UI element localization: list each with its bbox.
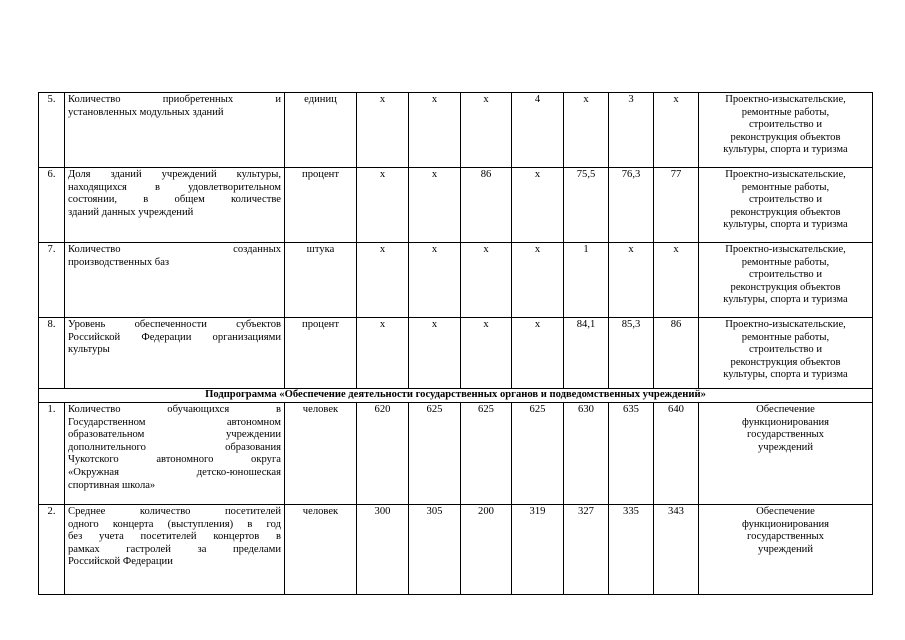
- cell-line: строительство и: [748, 119, 823, 131]
- cell-line: культуры, спорта и туризма: [723, 144, 848, 156]
- value-cell: 625: [512, 403, 564, 505]
- row-number: 7.: [39, 243, 65, 318]
- cell-line: Проектно-изыскательские,: [725, 169, 846, 180]
- value-cell: 75,5: [564, 168, 609, 243]
- row-number: 8.: [39, 318, 65, 389]
- indicator-name: [65, 318, 285, 389]
- value-cell: х: [409, 168, 461, 243]
- value-cell: х: [357, 93, 409, 168]
- value-cell: 85,3: [609, 318, 654, 389]
- purpose-cell: [699, 318, 873, 389]
- value-cell: х: [357, 243, 409, 318]
- indicator-name: [65, 505, 285, 595]
- value-cell: 630: [564, 403, 609, 505]
- value-cell: х: [357, 168, 409, 243]
- cell-line: производственных баз: [68, 256, 170, 268]
- cell-line: установленных модульных зданий: [68, 106, 224, 118]
- cell-line: строительство и: [748, 194, 823, 206]
- cell-line: Количество обучающихся в: [68, 404, 281, 415]
- value-cell: 76,3: [609, 168, 654, 243]
- cell-line: реконструкция объектов: [730, 206, 841, 218]
- value-cell: х: [461, 243, 512, 318]
- value-cell: х: [409, 93, 461, 168]
- cell-line: Обеспечение: [756, 404, 815, 415]
- value-cell: х: [357, 318, 409, 389]
- value-cell: х: [654, 93, 699, 168]
- value-cell: 1: [564, 243, 609, 318]
- value-cell: 640: [654, 403, 699, 505]
- cell-line: культуры, спорта и туризма: [723, 294, 848, 306]
- cell-line: Государственном автономном: [68, 416, 281, 428]
- cell-line: Доля зданий учреждений культуры,: [68, 169, 281, 180]
- cell-line: Проектно-изыскательские,: [725, 244, 846, 255]
- value-cell: х: [512, 318, 564, 389]
- indicators-table: [38, 92, 873, 595]
- cell-line: спортивная школа»: [68, 479, 156, 491]
- cell-line: Количество приобретенных и: [68, 94, 281, 105]
- value-cell: 77: [654, 168, 699, 243]
- value-cell: х: [409, 243, 461, 318]
- value-cell: х: [461, 318, 512, 389]
- value-cell: 635: [609, 403, 654, 505]
- cell-line: рамках гастролей за пределами: [68, 543, 281, 555]
- cell-line: Проектно-изыскательские,: [725, 319, 846, 330]
- value-cell: 319: [512, 505, 564, 595]
- table-row: [39, 403, 873, 505]
- value-cell: 305: [409, 505, 461, 595]
- table-row: [39, 243, 873, 318]
- value-cell: х: [564, 93, 609, 168]
- cell-line: функционирования: [741, 416, 830, 428]
- subprogram-title: Подпрограмма «Обеспечение деятельности государственных органов и подведомственных учреждений»: [39, 389, 873, 403]
- value-cell: 4: [512, 93, 564, 168]
- value-cell: х: [461, 93, 512, 168]
- cell-line: одного концерта (выступления) в год: [68, 518, 281, 530]
- cell-line: Российской Федерации: [68, 556, 173, 568]
- cell-line: дополнительного образования: [68, 441, 281, 453]
- value-cell: х: [609, 243, 654, 318]
- cell-line: зданий данных учреждений: [68, 206, 194, 218]
- cell-line: государственных: [747, 531, 824, 543]
- purpose-cell: [699, 93, 873, 168]
- cell-line: ремонтные работы,: [741, 181, 830, 193]
- value-cell: х: [654, 243, 699, 318]
- cell-line: находящихся в удовлетворительном: [68, 181, 281, 193]
- cell-line: учреждений: [757, 441, 814, 453]
- value-cell: 86: [654, 318, 699, 389]
- value-cell: х: [512, 168, 564, 243]
- unit-cell: процент: [285, 318, 357, 389]
- indicator-name: [65, 93, 285, 168]
- purpose-cell: [699, 403, 873, 505]
- cell-line: ремонтные работы,: [741, 106, 830, 118]
- value-cell: 620: [357, 403, 409, 505]
- value-cell: 327: [564, 505, 609, 595]
- cell-line: культуры, спорта и туризма: [723, 219, 848, 231]
- row-number: 1.: [39, 403, 65, 505]
- value-cell: 625: [461, 403, 512, 505]
- value-cell: 300: [357, 505, 409, 595]
- cell-line: Количество созданных: [68, 244, 281, 255]
- cell-line: Среднее количество посетителей: [68, 506, 281, 517]
- cell-line: реконструкция объектов: [730, 131, 841, 143]
- value-cell: 335: [609, 505, 654, 595]
- cell-line: без учета посетителей концертов в: [68, 531, 281, 543]
- purpose-cell: [699, 505, 873, 595]
- value-cell: 84,1: [564, 318, 609, 389]
- cell-line: ремонтные работы,: [741, 256, 830, 268]
- value-cell: 343: [654, 505, 699, 595]
- cell-line: Чукотского автономного округа: [68, 454, 281, 466]
- table-row: [39, 318, 873, 389]
- unit-cell: человек: [285, 403, 357, 505]
- unit-cell: процент: [285, 168, 357, 243]
- cell-line: культуры, спорта и туризма: [723, 369, 848, 381]
- indicator-name: [65, 403, 285, 505]
- value-cell: 200: [461, 505, 512, 595]
- table-row: [39, 505, 873, 595]
- cell-line: Обеспечение: [756, 506, 815, 517]
- table-row: [39, 93, 873, 168]
- indicator-name: [65, 243, 285, 318]
- value-cell: 3: [609, 93, 654, 168]
- cell-line: культуры: [68, 344, 110, 356]
- value-cell: 625: [409, 403, 461, 505]
- subprogram-row: [39, 389, 873, 403]
- cell-line: государственных: [747, 429, 824, 441]
- cell-line: реконструкция объектов: [730, 281, 841, 293]
- row-number: 6.: [39, 168, 65, 243]
- value-cell: 86: [461, 168, 512, 243]
- value-cell: х: [512, 243, 564, 318]
- cell-line: строительство и: [748, 269, 823, 281]
- cell-line: Российской Федерации организациями: [68, 331, 281, 343]
- purpose-cell: [699, 168, 873, 243]
- value-cell: х: [409, 318, 461, 389]
- unit-cell: штука: [285, 243, 357, 318]
- unit-cell: единиц: [285, 93, 357, 168]
- cell-line: реконструкция объектов: [730, 356, 841, 368]
- cell-line: состоянии, в общем количестве: [68, 194, 281, 206]
- indicator-name: [65, 168, 285, 243]
- row-number: 2.: [39, 505, 65, 595]
- purpose-cell: [699, 243, 873, 318]
- unit-cell: человек: [285, 505, 357, 595]
- cell-line: учреждений: [757, 543, 814, 555]
- cell-line: строительство и: [748, 344, 823, 356]
- row-number: 5.: [39, 93, 65, 168]
- table-row: [39, 168, 873, 243]
- cell-line: Уровень обеспеченности субъектов: [68, 319, 281, 330]
- cell-line: функционирования: [741, 518, 830, 530]
- cell-line: образовательном учреждении: [68, 429, 281, 441]
- cell-line: «Окружная детско-юношеская: [68, 466, 281, 478]
- cell-line: ремонтные работы,: [741, 331, 830, 343]
- cell-line: Проектно-изыскательские,: [725, 94, 846, 105]
